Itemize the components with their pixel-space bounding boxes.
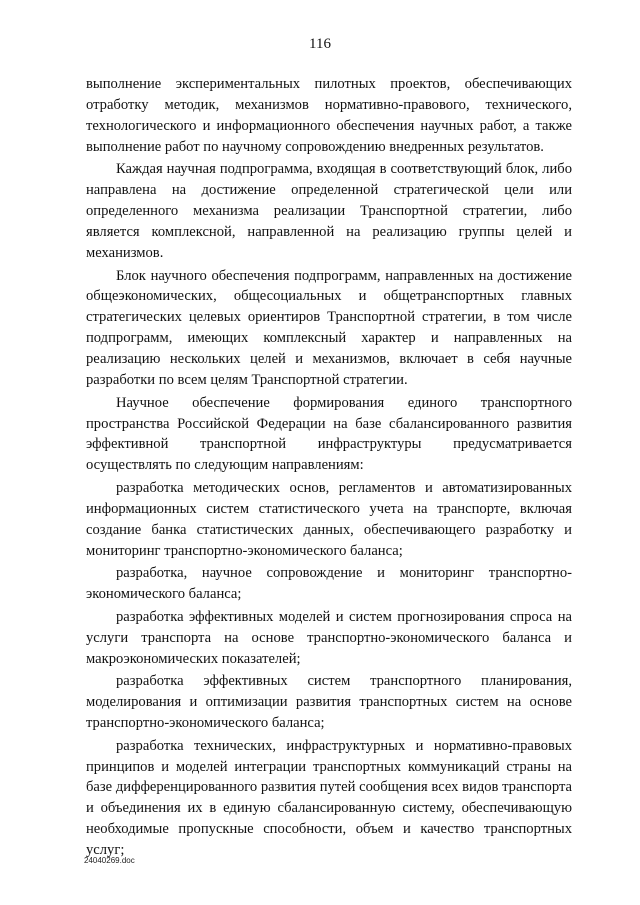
paragraph-scientific-subprogram: Каждая научная подпрограмма, входящая в соответствующий блок, либо направлена на достижение определенной стратегической цели или определенного механизма реализации Транспортной стратегии, либо является комплексной, направленной на реализацию группы целей и механизмов. bbox=[86, 161, 572, 261]
list-item-integration-principles: разработка технических, инфраструктурных и нормативно-правовых принципов и моделей интеграции транспортных коммуникаций страны на базе дифференцированного развития путей сообщения всех видов транспорта и объединения их в единую сбалансированную систему, обеспечивающую необходимые пропускные способности, объем и качество транспортных услуг; bbox=[86, 737, 572, 859]
list-item-transport-planning: разработка эффективных систем транспортного планирования, моделирования и оптимизации развития транспортных систем на основе транспортно-экономического баланса; bbox=[86, 673, 572, 731]
page-number: 116 bbox=[309, 36, 331, 52]
footer-filename: 24040269.doc bbox=[84, 856, 135, 865]
list-item-demand-forecasting: разработка эффективных моделей и систем прогнозирования спроса на услуги транспорта на основе транспортно-экономического баланса и макроэкономических показателей; bbox=[86, 608, 572, 667]
body-text bbox=[86, 74, 572, 863]
paragraph-science-block: Блок научного обеспечения подпрограмм, направленных на достижение общеэкономических, общесоциальных и общетранспортных главных стратегических целевых ориентиров Транспортной стратегии, в том числе подпрограмм, имеющих комплексный характер и направленных на реализацию нескольких целей и механизмов, включает в себя научные разработки по всем целям Транспортной стратегии. bbox=[86, 267, 572, 389]
list-item-balance-monitoring: разработка, научное сопровождение и мониторинг транспортно-экономического баланса; bbox=[86, 565, 572, 603]
paragraph-continuation: выполнение экспериментальных пилотных проектов, обеспечивающих отработку методик, механизмов нормативно-правового, технического, технологического и информационного обеспечения научных работ, а также выполнение работ по научному сопровождению внедренных результатов. bbox=[86, 76, 572, 155]
list-item-statistics-systems: разработка методических основ, регламентов и автоматизированных информационных систем статистического учета на транспорте, включая создание банка статистических данных, обеспечивающего разработку и мониторинг транспортно-экономического баланса; bbox=[86, 479, 572, 559]
paragraph-unified-transport-space: Научное обеспечение формирования единого транспортного пространства Российской Федерации на базе сбалансированного развития эффективной транспортной инфраструктуры предусматривается осуществлять по следующим направлениям: bbox=[86, 394, 572, 474]
